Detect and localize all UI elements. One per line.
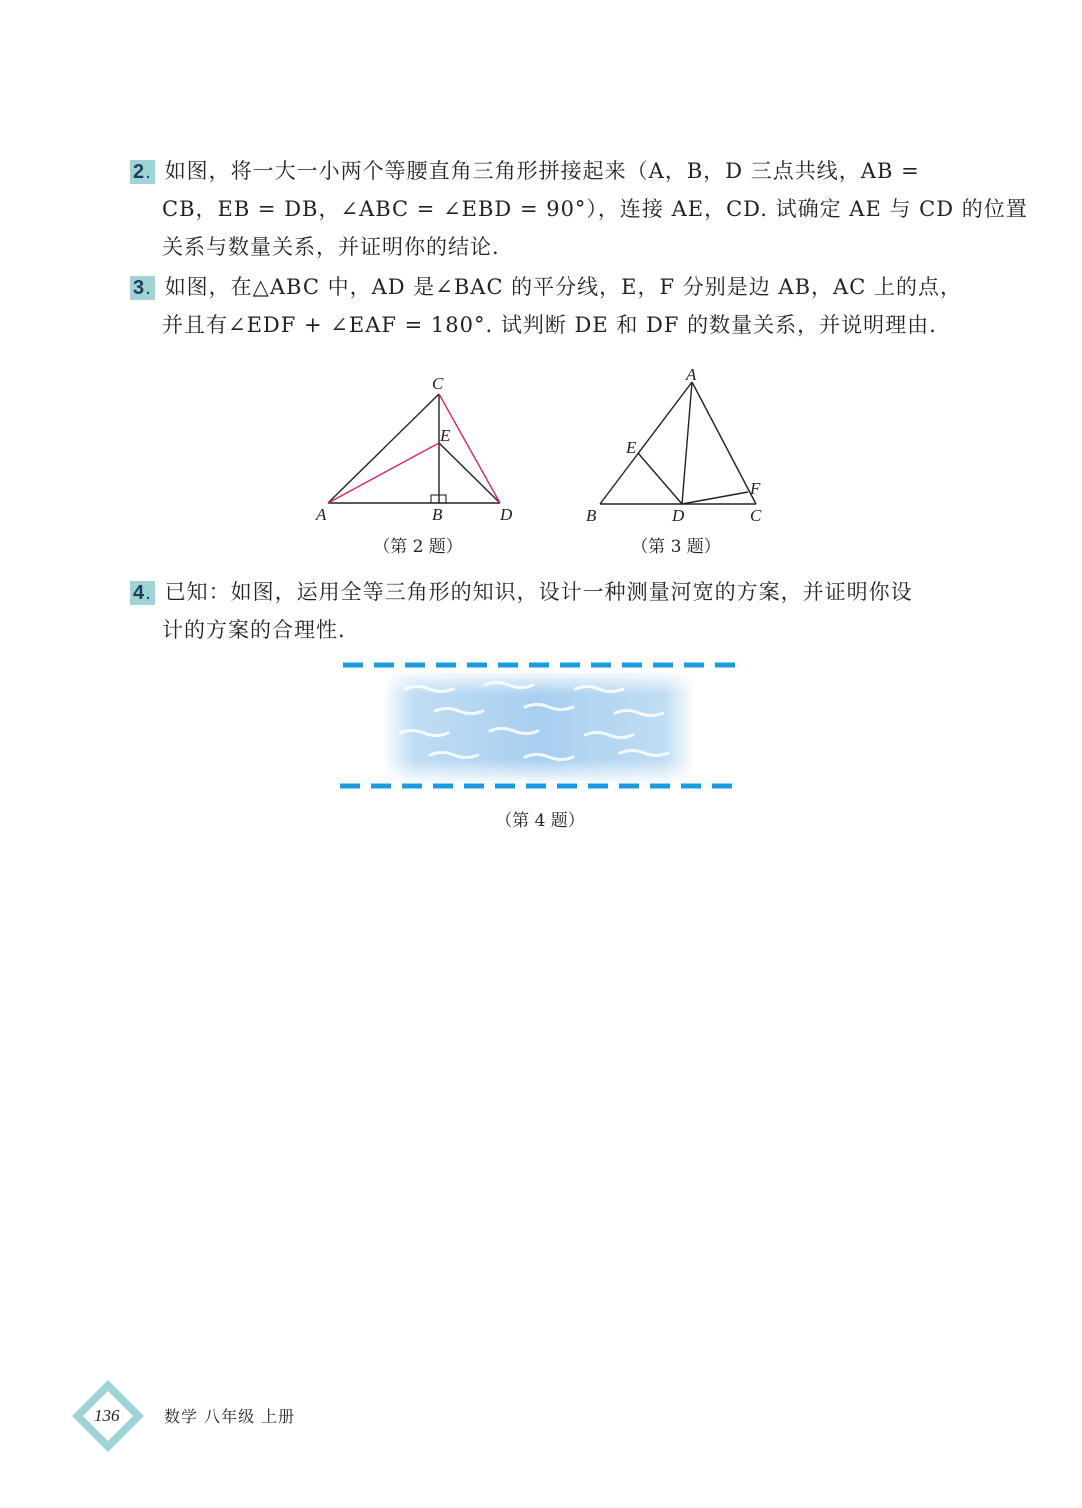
problem-4-line-1: 4. 已知：如图，运用全等三角形的知识，设计一种测量河宽的方案，并证明你设	[130, 573, 960, 611]
page-number-badge	[70, 1378, 150, 1458]
segment-ED	[439, 443, 500, 503]
book-title: 数学 八年级 上册	[164, 1407, 296, 1426]
figure-4-river	[335, 655, 750, 795]
problem-number-badge: 4.	[130, 581, 155, 605]
segment-AC	[328, 394, 439, 503]
label-E: E	[440, 426, 451, 445]
figure-3-caption: （第 3 题）	[631, 537, 721, 557]
problem-2-line-2: CB，EB = DB，∠ABC = ∠EBD = 90°），连接 AE，CD. 试确定 AE 与 CD 的位置	[162, 197, 1028, 221]
segment-ED	[638, 453, 682, 504]
problem-3-line-2: 并且有∠EDF + ∠EAF = 180°. 试判断 DE 和 DF 的数量关系，并说明理由.	[162, 313, 937, 337]
problem-4-line-2: 计的方案的合理性.	[162, 618, 346, 642]
segment-AB	[600, 382, 692, 504]
label-B: B	[432, 505, 443, 524]
problem-2-line-1: 2. 如图，将一大一小两个等腰直角三角形拼接起来（A，B，D 三点共线，AB =	[130, 152, 960, 190]
problem-3	[130, 268, 960, 344]
label-F: F	[750, 479, 761, 498]
segment-AC	[692, 382, 756, 504]
problem-number-badge: 3.	[130, 276, 155, 300]
label-C: C	[432, 374, 444, 393]
figure-2-caption: （第 2 题）	[373, 537, 463, 557]
problem-number-badge: 2.	[130, 160, 155, 184]
figure-4-caption: （第 4 题）	[495, 811, 585, 831]
label-D: D	[500, 505, 513, 524]
page-footer	[70, 1378, 470, 1458]
problem-2	[130, 152, 1028, 266]
label-E: E	[626, 438, 637, 457]
segment-AD	[682, 382, 692, 504]
problem-3-line-1: 3. 如图，在△ABC 中，AD 是∠BAC 的平分线，E，F 分别是边 AB，AC 上的点，	[130, 268, 960, 306]
figure-3	[580, 362, 780, 532]
label-A: A	[686, 365, 697, 384]
problem-2-line-3: 关系与数量关系，并证明你的结论.	[162, 235, 500, 259]
problem-4	[130, 573, 960, 649]
label-B: B	[586, 506, 597, 525]
page-number: 136	[94, 1406, 120, 1425]
label-C: C	[750, 506, 762, 525]
segment-CD	[439, 394, 500, 503]
segment-DF	[682, 492, 748, 504]
segment-AE	[328, 443, 439, 503]
figure-2	[300, 370, 530, 530]
label-D: D	[672, 506, 685, 525]
label-A: A	[316, 505, 327, 524]
